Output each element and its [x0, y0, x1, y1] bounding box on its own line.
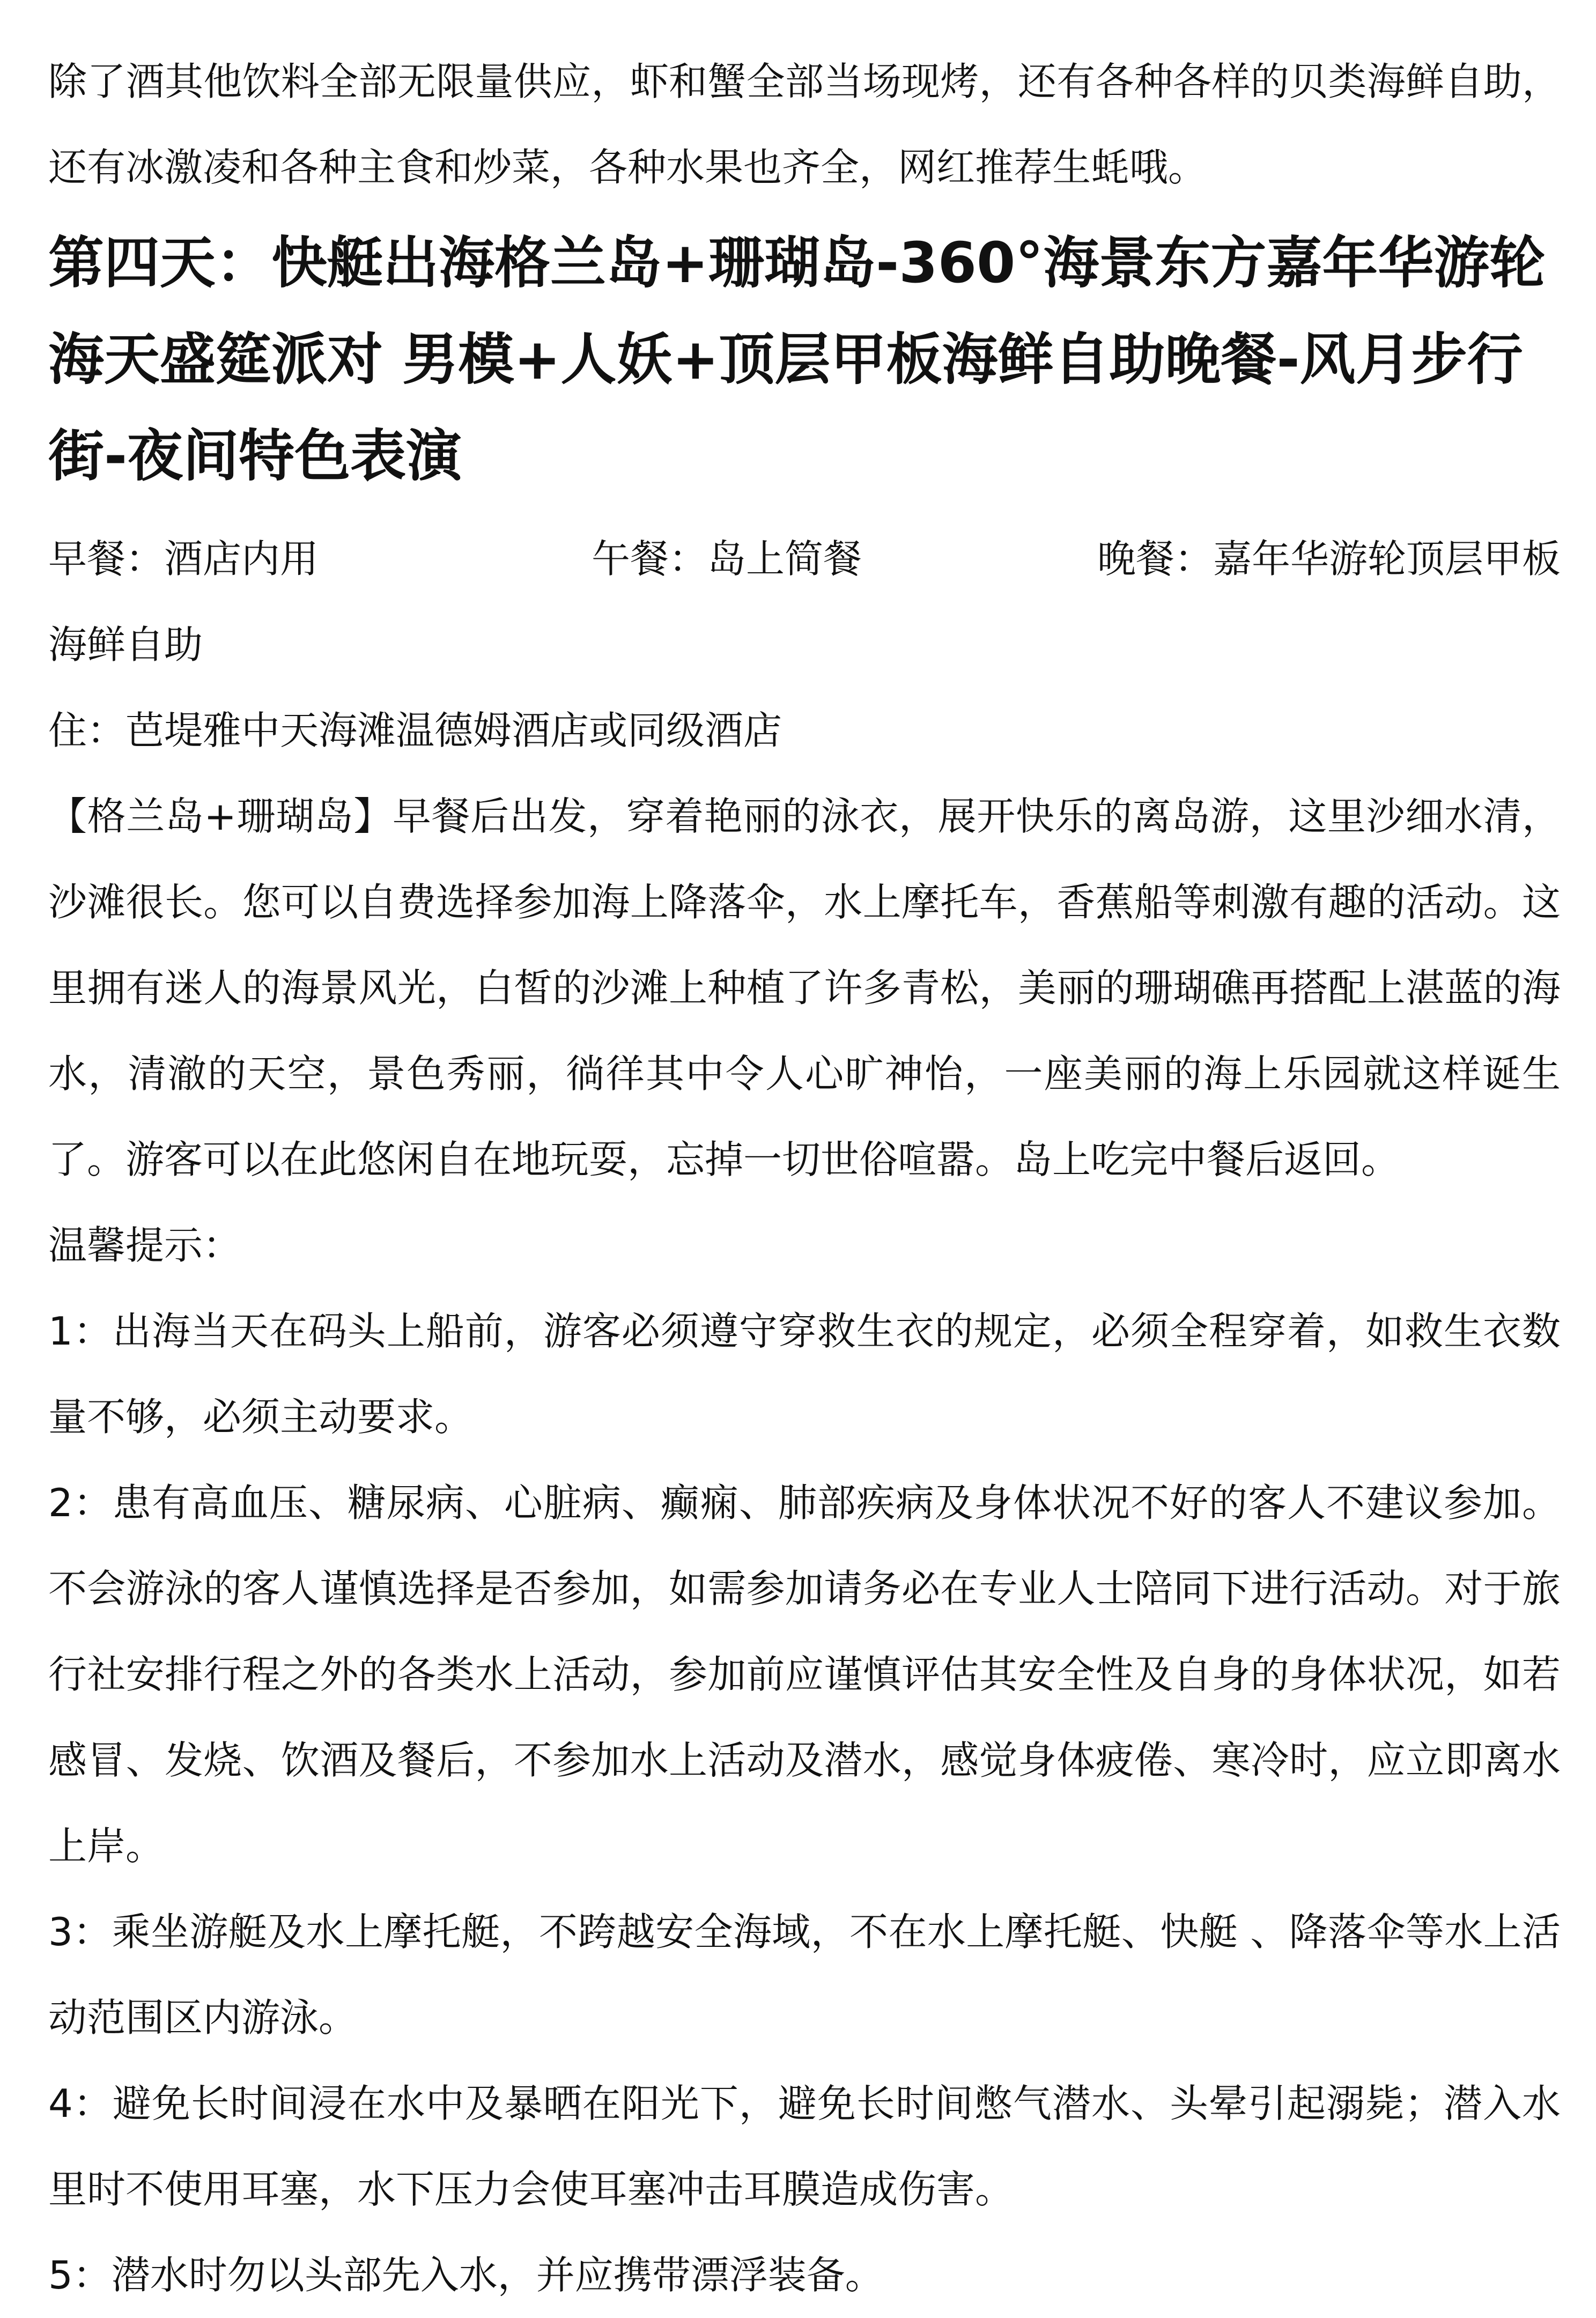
lunch-label: 午餐：岛上简餐	[591, 536, 862, 581]
tip-item-1: 1：出海当天在码头上船前，游客必须遵守穿救生衣的规定，必须全程穿着，如救生衣数量不够，必须主动要求。	[48, 1309, 1561, 1439]
dinner-label: 晚餐：嘉年华游轮顶层甲板	[1097, 536, 1561, 581]
document-page	[48, 39, 1561, 2318]
tip-item-4: 4：避免长时间浸在水中及暴晒在阳光下，避免长时间憋气潜水、头晕引起溺毙；潜入水里时不使用耳塞，水下压力会使耳塞冲击耳膜造成伤害。	[48, 2081, 1561, 2212]
intro-paragraph: 除了酒其他饮料全部无限量供应，虾和蟹全部当场现烤，还有各种各样的贝类海鲜自助，还有冰激凌和各种主食和炒菜，各种水果也齐全，网红推荐生蚝哦。	[48, 59, 1561, 190]
tip-item-2: 2：患有高血压、糖尿病、心脏病、癫痫、肺部疾病及身体状况不好的客人不建议参加。不会游泳的客人谨慎选择是否参加，如需参加请务必在专业人士陪同下进行活动。对于旅行社安排行程之外的各类水上活动，参加前应谨慎评估其安全性及自身的身体状况，如若感冒、发烧、饮酒及餐后，不参加水上活动及潜水，感觉身体疲倦、寒冷时，应立即离水上岸。	[48, 1480, 1561, 1869]
hotel-info: 住：芭堤雅中天海滩温德姆酒店或同级酒店	[48, 708, 782, 753]
breakfast-label: 早餐：酒店内用	[48, 536, 319, 581]
meals-row	[48, 516, 1561, 602]
dinner-label-continued: 海鲜自助	[48, 622, 203, 667]
day4-heading: 第四天：快艇出海格兰岛+珊瑚岛-360°海景东方嘉年华游轮海天盛筵派对 男模+人妖+顶层甲板海鲜自助晚餐-风月步行街-夜间特色表演	[48, 230, 1546, 489]
tips-heading: 温馨提示：	[48, 1223, 242, 1268]
island-description: 【格兰岛+珊瑚岛】早餐后出发，穿着艳丽的泳衣，展开快乐的离岛游，这里沙细水清，沙滩很长。您可以自费选择参加海上降落伞，水上摩托车，香蕉船等刺激有趣的活动。这里拥有迷人的海景风光，白皙的沙滩上种植了许多青松，美丽的珊瑚礁再搭配上湛蓝的海水，清澈的天空，景色秀丽，徜徉其中令人心旷神怡，一座美丽的海上乐园就这样诞生了。游客可以在此悠闲自在地玩耍，忘掉一切世俗喧嚣。岛上吃完中餐后返回。	[48, 794, 1561, 1182]
tip-item-3: 3：乘坐游艇及水上摩托艇，不跨越安全海域，不在水上摩托艇、快艇 、降落伞等水上活动范围区内游泳。	[48, 1909, 1561, 2040]
tip-item-5: 5：潜水时勿以头部先入水，并应携带漂浮装备。	[48, 2253, 884, 2298]
